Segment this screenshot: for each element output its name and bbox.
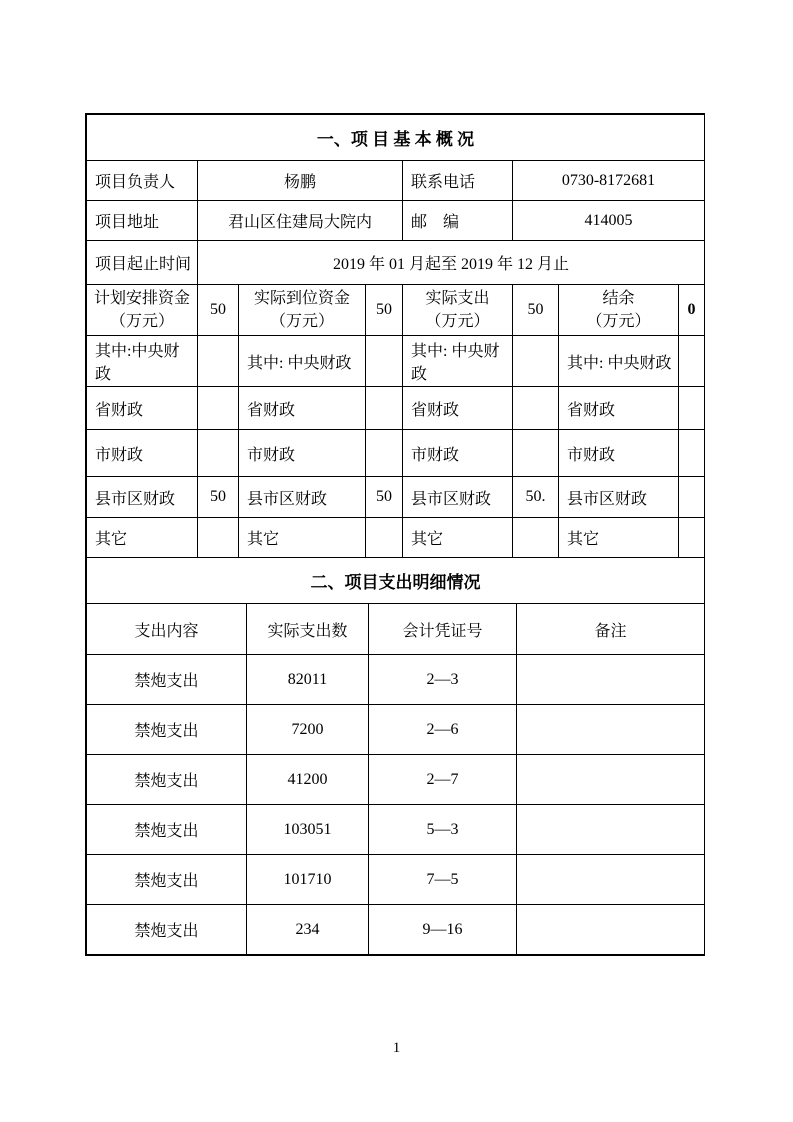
received-county-label: 县市区财政	[239, 477, 366, 518]
spent-province-label: 省财政	[403, 387, 513, 430]
planned-central-label: 其中:中央财政	[87, 336, 198, 387]
duration-label: 项目起止时间	[87, 241, 198, 285]
received-central-value	[366, 336, 403, 387]
funding-planned-amount: 50	[198, 285, 239, 336]
page-number: 1	[392, 1040, 401, 1056]
expense-note	[517, 705, 705, 755]
expense-voucher: 7—5	[369, 855, 517, 905]
received-city-value	[366, 430, 403, 477]
planned-city-value	[198, 430, 239, 477]
expense-row	[87, 755, 705, 805]
expenditure-table	[86, 557, 705, 955]
balance-central-label: 其中: 中央财政	[559, 336, 679, 387]
spent-city-value	[513, 430, 559, 477]
planned-county-label: 县市区财政	[87, 477, 198, 518]
received-other-label: 其它	[239, 518, 366, 558]
received-county-value: 50	[366, 477, 403, 518]
funding-received-name: 实际到位资金	[253, 290, 350, 307]
basic-info-table	[86, 114, 705, 558]
planned-central-value	[198, 336, 239, 387]
spent-province-value	[513, 387, 559, 430]
header-actual-amount: 实际支出数	[247, 604, 369, 655]
planned-province-label: 省财政	[87, 387, 198, 430]
header-remarks: 备注	[517, 604, 705, 655]
expense-note	[517, 805, 705, 855]
expense-content: 禁炮支出	[87, 805, 247, 855]
expense-amount: 101710	[247, 855, 369, 905]
funding-balance-amount: 0	[679, 285, 705, 336]
expense-row	[87, 855, 705, 905]
expense-note	[517, 905, 705, 955]
spent-county-value: 50.	[513, 477, 559, 518]
funding-spent-amount: 50	[513, 285, 559, 336]
spent-other-label: 其它	[403, 518, 513, 558]
expense-voucher: 5—3	[369, 805, 517, 855]
section1-title: 一、项 目 基 本 概 况	[87, 115, 705, 161]
received-province-value	[366, 387, 403, 430]
postcode-label: 邮 编	[403, 201, 513, 241]
expense-row	[87, 655, 705, 705]
planned-other-value	[198, 518, 239, 558]
expense-note	[517, 655, 705, 705]
expense-content: 禁炮支出	[87, 855, 247, 905]
spent-central-label: 其中: 中央财政	[403, 336, 513, 387]
balance-central-value	[679, 336, 705, 387]
address-value: 君山区住建局大院内	[198, 201, 403, 241]
expense-row	[87, 705, 705, 755]
leader-value: 杨鹏	[198, 161, 403, 201]
expense-amount: 103051	[247, 805, 369, 855]
funding-planned-name: 计划安排资金	[93, 290, 190, 307]
spent-central-value	[513, 336, 559, 387]
received-central-label: 其中: 中央财政	[239, 336, 366, 387]
funding-planned-header	[87, 285, 198, 336]
funding-spent-unit: （万元）	[425, 313, 490, 331]
phone-value: 0730-8172681	[513, 161, 705, 201]
balance-other-label: 其它	[559, 518, 679, 558]
balance-other-value	[679, 518, 705, 558]
expense-voucher: 2—3	[369, 655, 517, 705]
planned-other-label: 其它	[87, 518, 198, 558]
leader-label: 项目负责人	[87, 161, 198, 201]
funding-received-header	[239, 285, 366, 336]
funding-balance-header	[559, 285, 679, 336]
received-city-label: 市财政	[239, 430, 366, 477]
spent-county-label: 县市区财政	[403, 477, 513, 518]
project-report-table	[85, 113, 705, 956]
address-label: 项目地址	[87, 201, 198, 241]
header-expense-content: 支出内容	[87, 604, 247, 655]
expense-voucher: 2—7	[369, 755, 517, 805]
balance-county-label: 县市区财政	[559, 477, 679, 518]
planned-city-label: 市财政	[87, 430, 198, 477]
expense-amount: 7200	[247, 705, 369, 755]
funding-balance-unit: （万元）	[586, 313, 651, 331]
funding-spent-name: 实际支出	[425, 290, 490, 307]
expense-amount: 82011	[247, 655, 369, 705]
funding-spent-header	[403, 285, 513, 336]
balance-city-label: 市财政	[559, 430, 679, 477]
expense-row	[87, 905, 705, 955]
expense-content: 禁炮支出	[87, 705, 247, 755]
received-other-value	[366, 518, 403, 558]
balance-city-value	[679, 430, 705, 477]
funding-balance-name: 结余	[602, 290, 635, 307]
expense-content: 禁炮支出	[87, 655, 247, 705]
header-voucher-number: 会计凭证号	[369, 604, 517, 655]
planned-county-value: 50	[198, 477, 239, 518]
expense-note	[517, 755, 705, 805]
balance-county-value	[679, 477, 705, 518]
balance-province-value	[679, 387, 705, 430]
section2-title: 二、项目支出明细情况	[87, 558, 705, 604]
expense-row	[87, 805, 705, 855]
funding-received-unit: （万元）	[269, 313, 334, 331]
received-province-label: 省财政	[239, 387, 366, 430]
expense-voucher: 9—16	[369, 905, 517, 955]
expense-note	[517, 855, 705, 905]
phone-label: 联系电话	[403, 161, 513, 201]
balance-province-label: 省财政	[559, 387, 679, 430]
postcode-value: 414005	[513, 201, 705, 241]
spent-other-value	[513, 518, 559, 558]
expense-content: 禁炮支出	[87, 905, 247, 955]
spent-city-label: 市财政	[403, 430, 513, 477]
expense-voucher: 2—6	[369, 705, 517, 755]
expense-amount: 41200	[247, 755, 369, 805]
expense-content: 禁炮支出	[87, 755, 247, 805]
funding-received-amount: 50	[366, 285, 403, 336]
duration-value: 2019 年 01 月起至 2019 年 12 月止	[198, 241, 705, 285]
planned-province-value	[198, 387, 239, 430]
funding-planned-unit: （万元）	[109, 313, 174, 331]
expense-amount: 234	[247, 905, 369, 955]
